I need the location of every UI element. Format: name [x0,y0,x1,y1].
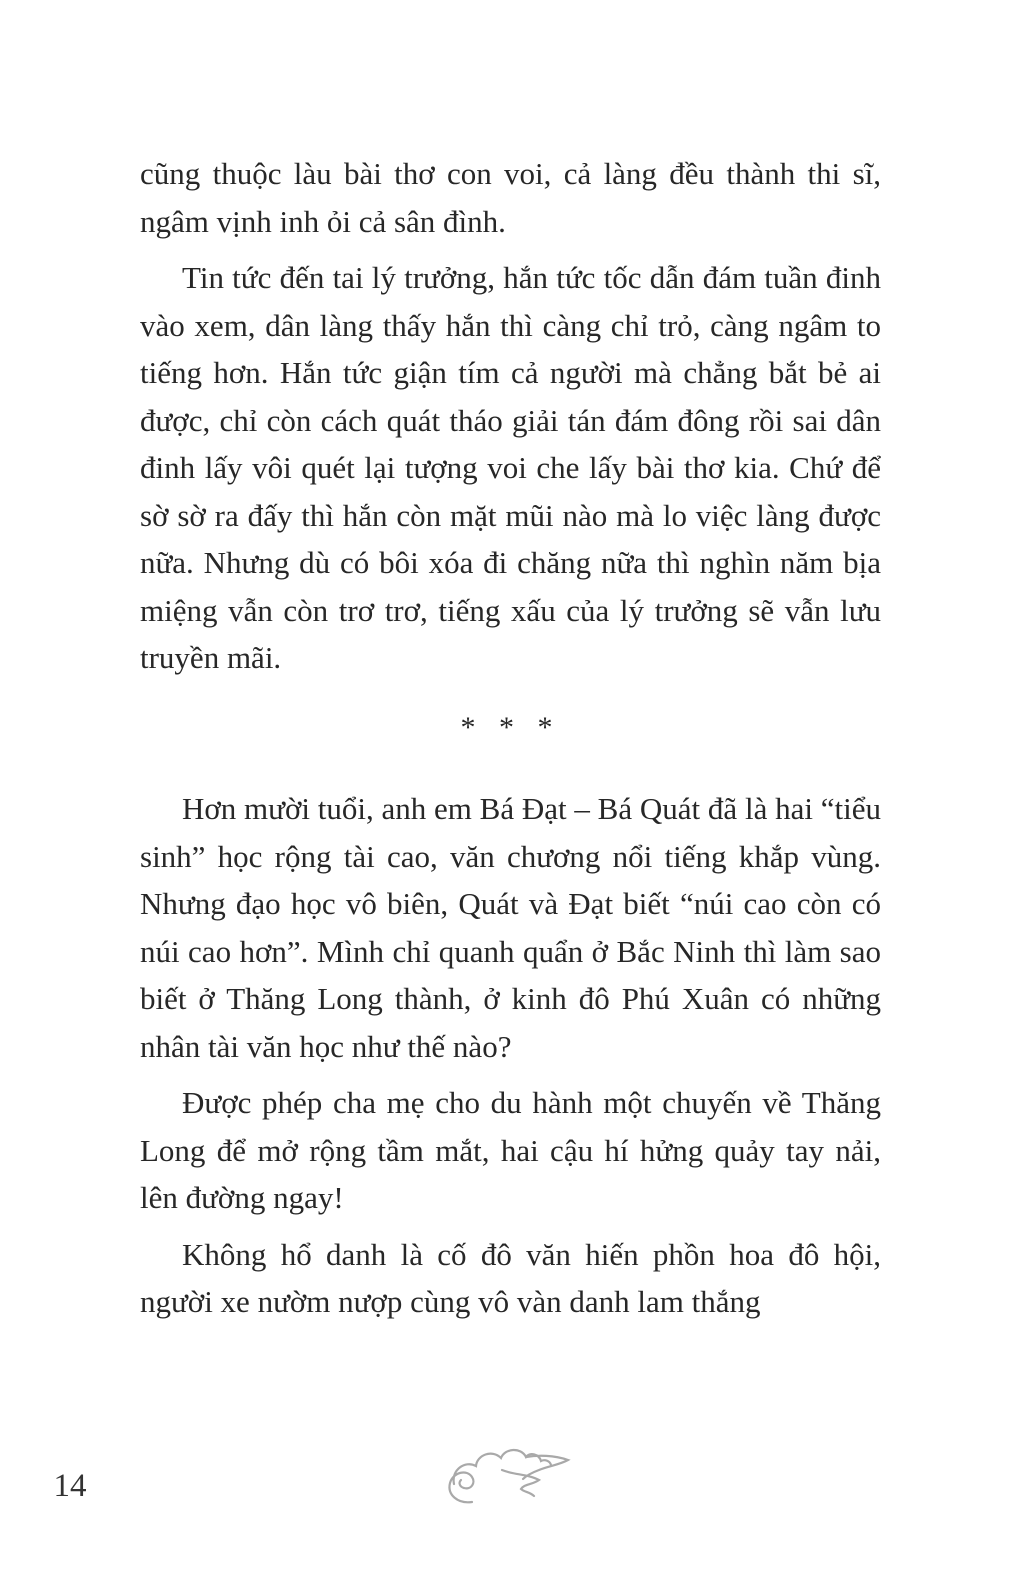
cloud-ornament-icon [442,1442,582,1514]
paragraph: Được phép cha mẹ cho du hành một chuyến về Thăng Long để mở rộng tầm mắt, hai cậu hí hửng quảy tay nải, lên đường ngay! [140,1085,881,1215]
paragraph: Không hổ danh là cố đô văn hiến phồn hoa đô hội, người xe nườm nượp cùng vô vàn danh lam thắng [140,1236,881,1319]
section-separator: * * * [460,710,561,744]
paragraph: Tin tức đến tai lý trưởng, hắn tức tốc dẫn đám tuần đinh vào xem, dân làng thấy hắn thì càng chỉ trỏ, càng ngâm to tiếng hơn. Hắn tức giận tím cả người mà chẳng bắt bẻ ai được, chỉ còn cách quát tháo giải tán đám đông rồi sai dân đinh lấy vôi quét lại tượng voi che lấy bài thơ kia. Chứ để sờ sờ ra đấy thì hắn còn mặt mũi nào mà lo việc làng được nữa. Nhưng dù có bôi xóa đi chăng nữa thì nghìn năm bịa miệng vẫn còn trơ trơ, tiếng xấu của lý trưởng sẽ vẫn lưu truyền mãi. [140,260,881,675]
page-number: 14 [53,1468,87,1504]
paragraph: Hơn mười tuổi, anh em Bá Đạt – Bá Quát đã là hai “tiểu sinh” học rộng tài cao, văn chương nổi tiếng khắp vùng. Nhưng đạo học vô biên, Quát và Đạt biết “núi cao còn có núi cao hơn”. Mình chỉ quanh quẩn ở Bắc Ninh thì làm sao biết ở Thăng Long thành, ở kinh đô Phú Xuân có những nhân tài văn học như thế nào? [140,791,881,1064]
page-footer [0,1440,1024,1530]
body-text [140,150,881,1335]
paragraph: cũng thuộc làu bài thơ con voi, cả làng đều thành thi sĩ, ngâm vịnh inh ỏi cả sân đình. [140,156,881,239]
